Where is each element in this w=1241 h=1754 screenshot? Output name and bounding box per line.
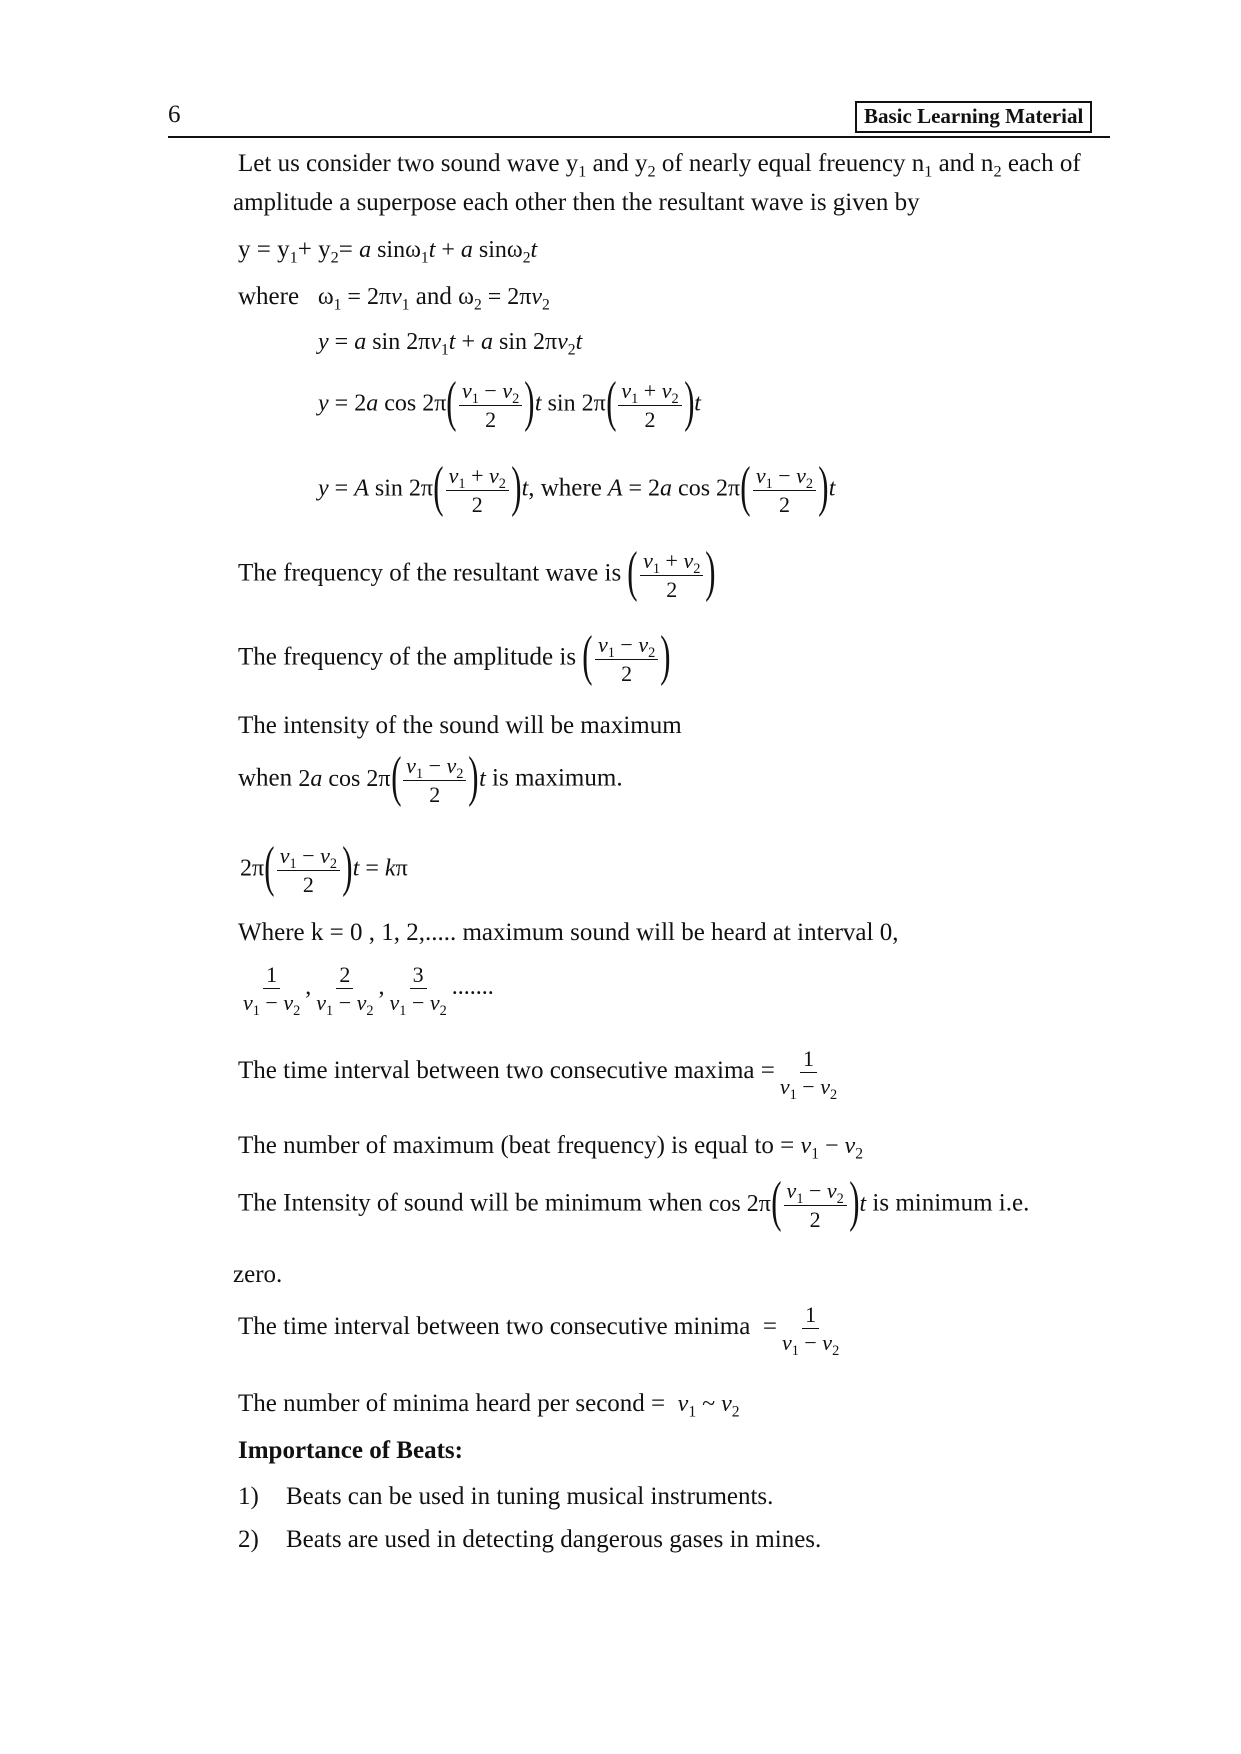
equation-k-pi: 2π( $\frac{v_1 - v_2}{2}$ )t = kπ — [240, 836, 408, 898]
intensity-minimum-text: The Intensity of sound will be minimum when — [238, 1189, 703, 1217]
minima-interval-text: The time interval between two consecutive minima — [238, 1313, 751, 1341]
when-label: when — [238, 764, 293, 792]
list-number: 1) — [238, 1483, 259, 1510]
intro-line-2: amplitude a superpose each other then the resultant wave is given by — [233, 189, 920, 216]
header-rule — [168, 136, 1110, 138]
series-dots: ....... — [451, 974, 494, 1001]
zero-text: zero. — [233, 1261, 283, 1288]
intro-line-1: Let us consider two sound wave $y_1$ and $y_2$ of nearly equal freuency $n_1$ and $n_2$ each of — [238, 150, 1081, 181]
maxima-interval-text: The time interval between two consecutive maxima = — [238, 1057, 775, 1085]
and-label: and — [415, 283, 452, 310]
list-item-text: Beats can be used in tuning musical instruments. — [286, 1483, 774, 1510]
where-inline-label: , where — [528, 474, 602, 502]
list-item-text: Beats are used in detecting dangerous gases in mines. — [286, 1526, 822, 1553]
importance-item-1 — [238, 1483, 774, 1511]
equation-superposition: $y = y_1+ y_2= a$ sinω$_1$t + a sinω$_2$t — [238, 236, 538, 267]
amplitude-frequency-line: The frequency of the amplitude is ( $\frac{v_1 - v_2}{2}$ ) — [238, 625, 671, 687]
maximum-condition-line: when 2a cos 2π( $\frac{v_1 - v_2}{2}$ )t is maximum. — [238, 746, 623, 808]
importance-heading: Importance of Beats: — [238, 1437, 463, 1464]
minima-per-second-text: The number of minima heard per second = — [238, 1390, 666, 1417]
maxima-interval-series: $\frac{1}{v_1 - v_2}$ , $\frac{2}{v_1 - v_2}$ , $\frac{3}{v_1 - v_2}$ ....... — [243, 962, 494, 1020]
maxima-interval-line: The time interval between two consecutive maxima = $\frac{1}{v_1 - v_2}$ — [238, 1046, 838, 1104]
running-header-title: Basic Learning Material — [855, 101, 1092, 133]
where-label: where — [238, 283, 300, 310]
resultant-frequency-text: The frequency of the resultant wave is — [238, 559, 622, 587]
is-minimum-label: is minimum i.e. — [872, 1189, 1030, 1217]
minima-interval-line: The time interval between two consecutive minima = $\frac{1}{v_1 - v_2}$ — [238, 1302, 840, 1360]
beat-frequency-text: The number of maximum (beat frequency) is equal to = — [238, 1132, 795, 1159]
equation-omega-definitions: where $\omega_1 = 2\pi v_1$ and $\omega_2 = 2\pi v_2$ — [238, 283, 550, 314]
importance-item-2 — [238, 1526, 822, 1554]
minimum-condition-line: The Intensity of sound will be minimum when cos 2π( $\frac{v_1 - v_2}{2}$ )t is minimum i.e. — [238, 1171, 1030, 1233]
equation-expanded-waves: y = a $\sin 2\pi v_1t + a$ $\sin 2\pi v_2t$ — [318, 329, 583, 359]
equation-product-form: y = 2a cos 2π( $\frac{v_1 - v_2}{2}$ )t sin 2π( $\frac{v_1 + v_2}{2}$ )t — [318, 371, 701, 433]
is-maximum-label: is maximum. — [492, 764, 623, 792]
equation-amplitude-form: y = A sin 2π( $\frac{v_1 + v_2}{2}$ )t, where A = 2a cos 2π( $\frac{v_1 - v_2}{2}$ )t — [318, 456, 836, 518]
list-number: 2) — [238, 1526, 259, 1553]
resultant-frequency-line: The frequency of the resultant wave is ( $\frac{v_1 + v_2}{2}$ ) — [238, 541, 716, 603]
intensity-maximum-text: The intensity of the sound will be maximum — [238, 712, 682, 739]
minima-per-second-line: The number of minima heard per second = $v_1$ ~ $v_2$ — [238, 1390, 740, 1421]
beat-frequency-line: The number of maximum (beat frequency) is equal to = $v_1 - v_2$ — [238, 1132, 863, 1163]
page-number: 6 — [168, 101, 181, 128]
amplitude-frequency-text: The frequency of the amplitude is — [238, 643, 577, 671]
k-values-text: Where k = 0 , 1, 2,..... maximum sound will be heard at interval 0, — [238, 919, 899, 946]
